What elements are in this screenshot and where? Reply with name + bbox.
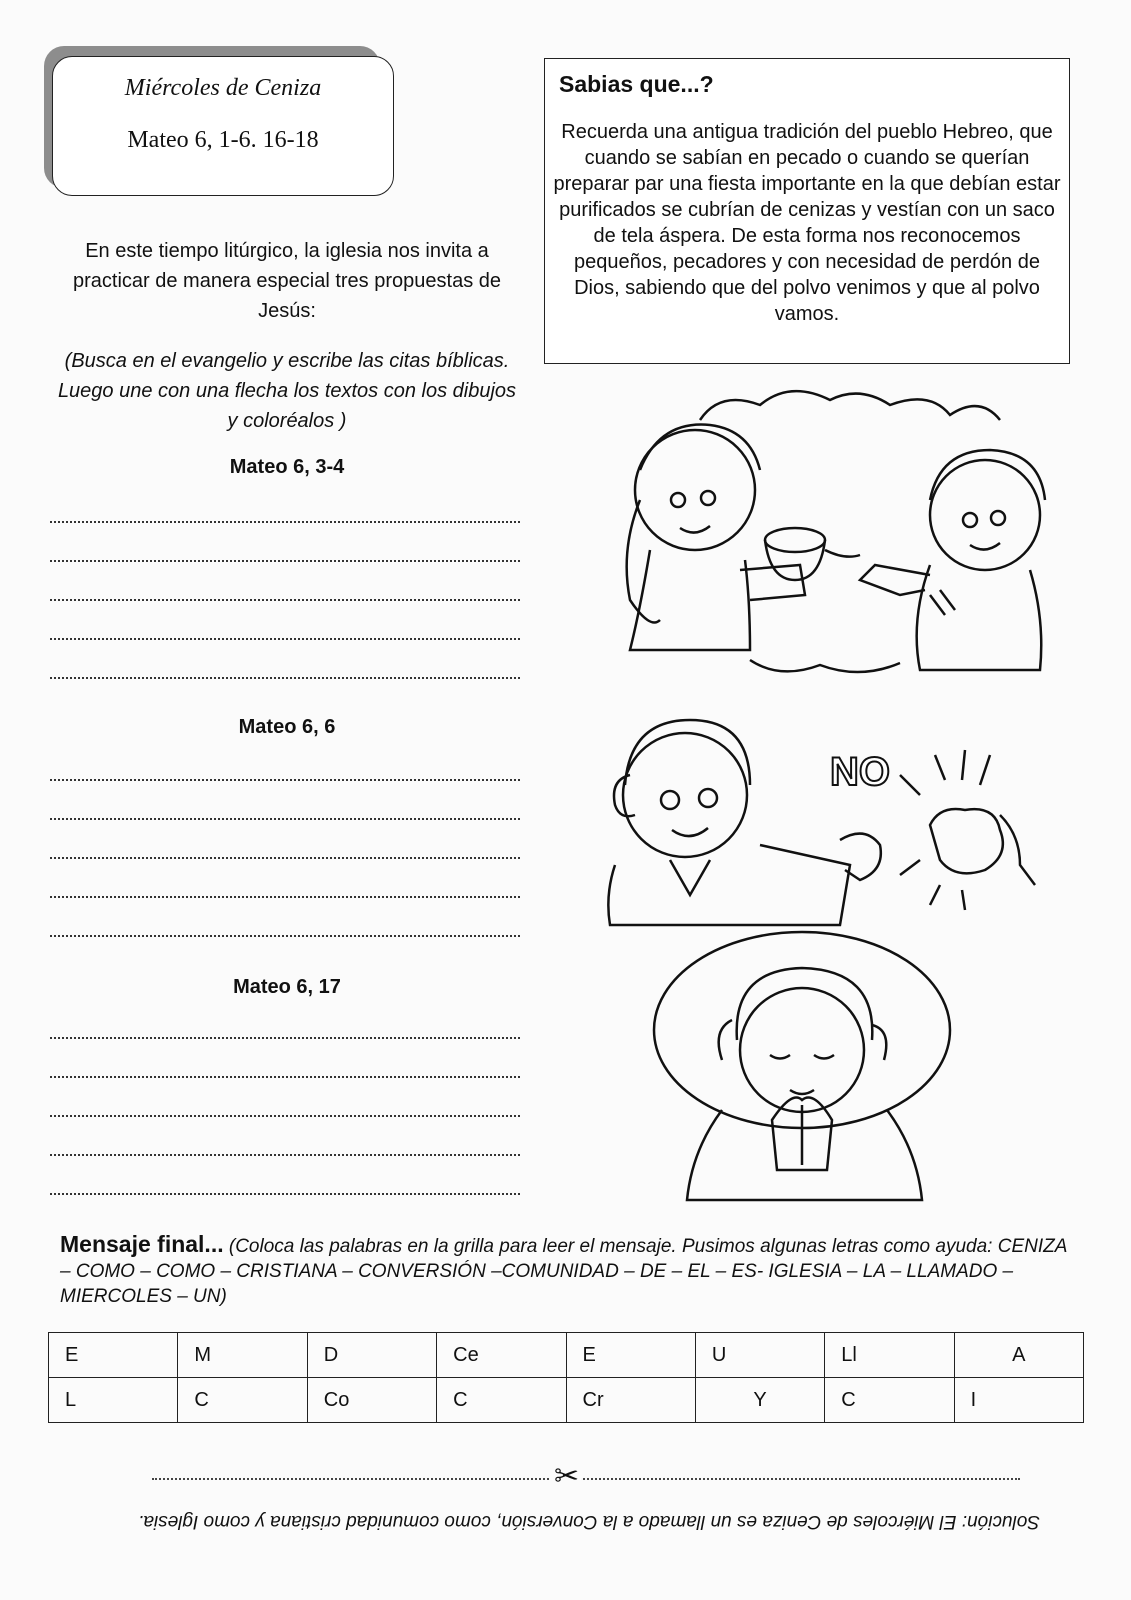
grid-cell[interactable]: Y (695, 1378, 824, 1423)
grid-row-1 (49, 1333, 1084, 1378)
scissors-icon: ✂ (550, 1460, 583, 1494)
grid-row-2 (49, 1378, 1084, 1423)
mensaje-final-label: Mensaje final... (60, 1231, 224, 1257)
grid-cell[interactable]: C (178, 1378, 307, 1423)
grid-cell[interactable]: U (695, 1333, 824, 1378)
section-title-2: Mateo 6, 6 (238, 716, 336, 738)
grid-cell[interactable]: Ce (437, 1333, 566, 1378)
grid-cell[interactable]: E (49, 1333, 178, 1378)
sabias-que-body: Recuerda una antigua tradición del pueblo Hebreo, que cuando se sabían en pecado o cuando se querían preparar par una fiesta importante en la que debían estar purificados se cubrían de cenizas y vestían con un saco de tela áspera. De esta forma nos reconocemos pequeños, pecadores y con necesidad de perdón de Dios, sabiendo que del polvo venimos y que al polvo vamos. (553, 121, 1061, 325)
grid-cell[interactable]: M (178, 1333, 307, 1378)
instructions-text: (Busca en el evangelio y escribe las citas bíblicas. Luego une con una flecha los textos con los dibujos y coloréalos ) (57, 350, 517, 432)
writing-lines-3[interactable] (50, 1000, 520, 1195)
intro-text: En este tiempo litúrgico, la iglesia nos invita a practicar de manera especial tres propuestas de Jesús: (72, 240, 501, 322)
grid-cell[interactable]: D (307, 1333, 436, 1378)
grid-cell[interactable]: L (49, 1378, 178, 1423)
writing-lines-2[interactable] (50, 742, 520, 937)
grid-cell[interactable]: I (954, 1378, 1083, 1423)
grid-cell[interactable]: E (566, 1333, 695, 1378)
solucion-text: Solución: El Miércoles de Ceniza es un llamado a la Conversión, como comunidad cristiana y como Iglesia. (138, 1511, 1040, 1532)
sabias-que-box (544, 58, 1070, 364)
writing-lines-1[interactable] (50, 484, 520, 679)
section-title-3: Mateo 6, 17 (233, 976, 341, 998)
section-title-1: Mateo 6, 3-4 (229, 456, 345, 478)
cut-line (152, 1478, 1020, 1480)
title-line-1: Miércoles de Ceniza (124, 75, 322, 101)
grid-cell[interactable]: C (825, 1378, 954, 1423)
sabias-que-heading: Sabias que...? (559, 71, 714, 97)
grid-cell[interactable]: Cr (566, 1378, 695, 1423)
grid-cell[interactable]: A (954, 1333, 1083, 1378)
grid-cell[interactable]: Co (307, 1378, 436, 1423)
word-grid (48, 1332, 1084, 1423)
grid-cell[interactable]: Ll (825, 1333, 954, 1378)
title-box (52, 56, 394, 196)
mensaje-final-instructions: (Coloca las palabras en la grilla para leer el mensaje. Pusimos algunas letras como ayuda: CENIZA – COMO – COMO – CRISTIANA – CONVERSIÓN –COMUNIDAD – DE – EL – ES- IGLESIA – LA – LLAMADO – MIERCOLES – UN) (60, 1236, 1067, 1307)
title-line-2: Mateo 6, 1-6. 16-18 (127, 127, 319, 153)
child-praying-illustration (652, 930, 972, 1220)
no-text: NO (830, 750, 890, 794)
grid-cell[interactable]: C (437, 1378, 566, 1423)
mensaje-final (60, 1232, 1070, 1309)
children-sharing-illustration (600, 380, 1090, 690)
child-refusing-illustration (600, 695, 1060, 935)
